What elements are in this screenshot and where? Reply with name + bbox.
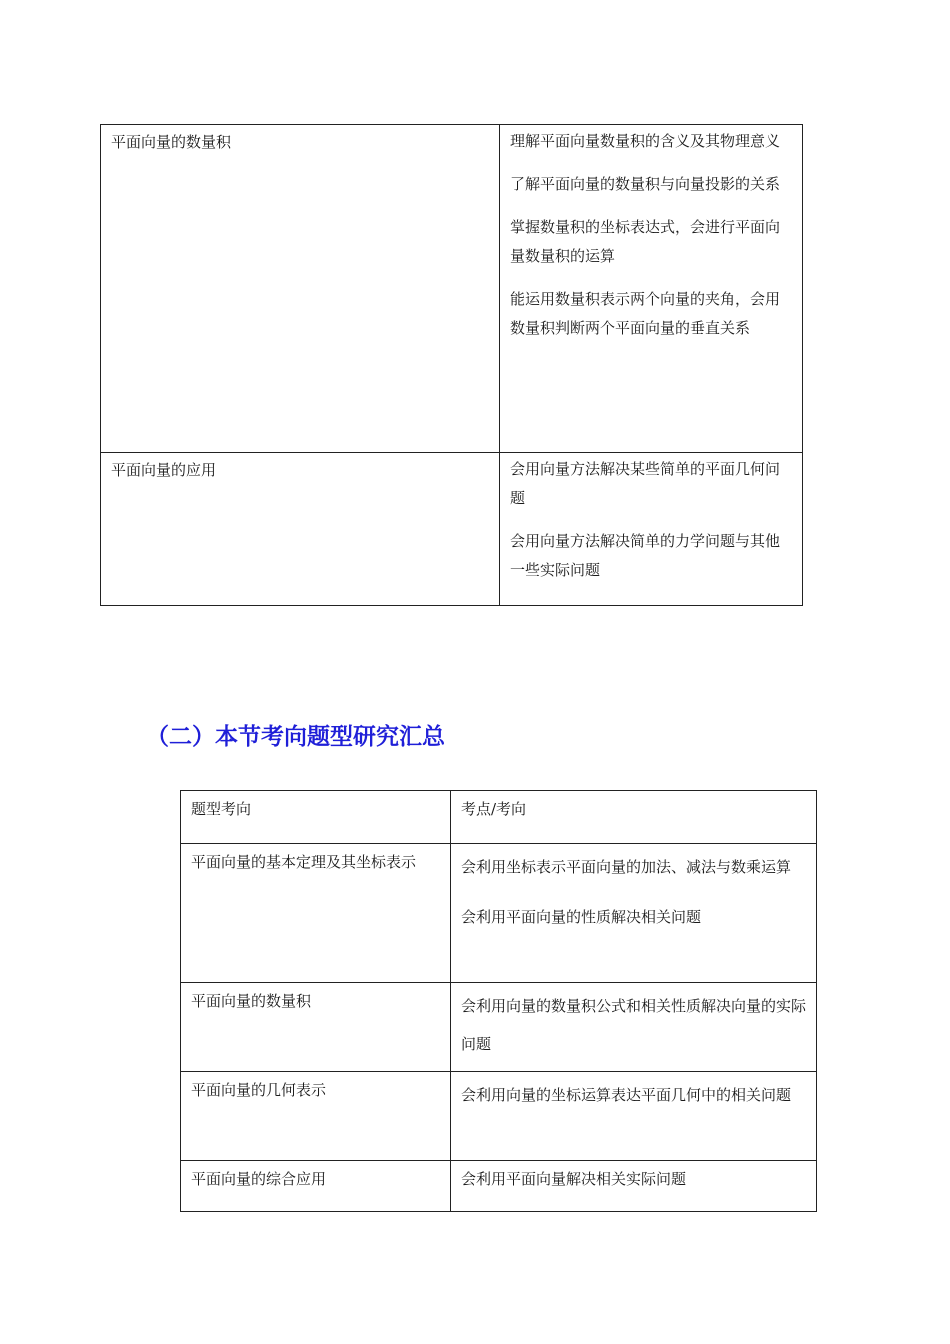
- question-types-table: [180, 790, 817, 1212]
- header-cell-type: 题型考向: [181, 791, 451, 844]
- type-cell: 平面向量的数量积: [181, 983, 451, 1072]
- requirement-text: 理解平面向量数量积的含义及其物理意义: [510, 132, 781, 150]
- type-cell: 平面向量的几何表示: [181, 1072, 451, 1161]
- point-text: 会利用向量的坐标运算表达平面几何中的相关问题: [461, 1086, 792, 1104]
- requirement-text: 会用向量方法解决某些简单的平面几何问题: [510, 460, 781, 507]
- points-cell: [451, 983, 817, 1072]
- points-cell: [451, 844, 817, 983]
- points-cell: [451, 1072, 817, 1161]
- section-heading: （二）本节考向题型研究汇总: [146, 724, 445, 750]
- type-cell: 平面向量的综合应用: [181, 1161, 451, 1212]
- table-row: [181, 1072, 817, 1161]
- point-text: 会利用平面向量解决相关实际问题: [461, 1170, 687, 1188]
- header-cell-points: [451, 791, 817, 844]
- requirements-table: [100, 124, 803, 606]
- requirements-cell: [500, 125, 803, 453]
- point-text: 会利用平面向量的性质解决相关问题: [461, 908, 702, 926]
- requirements-cell: [500, 453, 803, 606]
- type-cell: 平面向量的基本定理及其坐标表示: [181, 844, 451, 983]
- points-cell: [451, 1161, 817, 1212]
- requirement-text: 能运用数量积表示两个向量的夹角，会用数量积判断两个平面向量的垂直关系: [510, 290, 781, 337]
- requirement-text: 会用向量方法解决简单的力学问题与其他一些实际问题: [510, 532, 781, 579]
- point-text: 会利用向量的数量积公式和相关性质解决向量的实际问题: [461, 997, 807, 1053]
- requirement-text: 了解平面向量的数量积与向量投影的关系: [510, 175, 781, 193]
- table-row: [181, 983, 817, 1072]
- topic-cell: 平面向量的应用: [101, 453, 500, 606]
- topic-cell: 平面向量的数量积: [101, 125, 500, 453]
- table-header-row: [181, 791, 817, 844]
- table-row: [181, 844, 817, 983]
- point-text: 会利用坐标表示平面向量的加法、减法与数乘运算: [461, 858, 792, 876]
- table-row: [181, 1161, 817, 1212]
- header-text: 考点/考向: [461, 800, 527, 818]
- table-row: [101, 453, 803, 606]
- requirement-text: 掌握数量积的坐标表达式，会进行平面向量数量积的运算: [510, 218, 781, 265]
- table-row: [101, 125, 803, 453]
